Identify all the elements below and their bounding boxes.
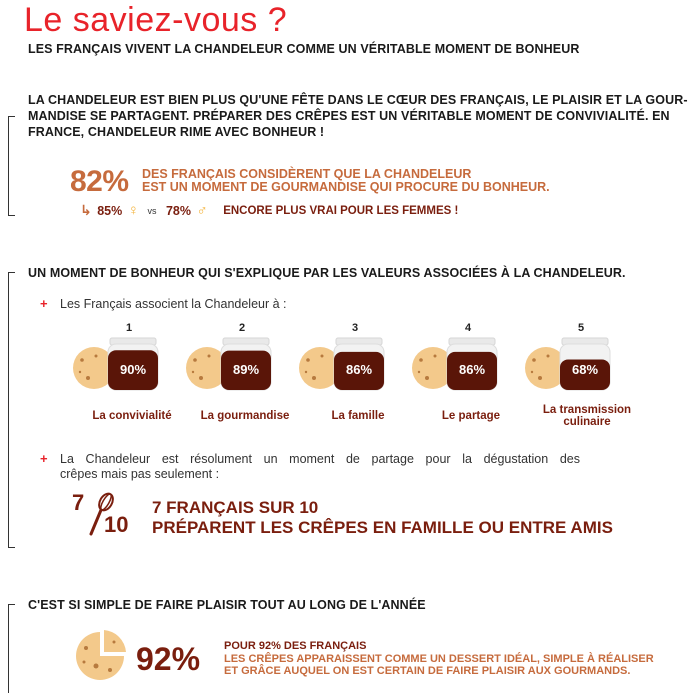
association-label: La gourmandise <box>200 410 290 422</box>
section3-heading: C'EST SI SIMPLE DE FAIRE PLAISIR TOUT AU LONG DE L'ANNÉE <box>28 598 426 612</box>
ratio-text-line1: 7 FRANÇAIS SUR 10 <box>152 498 319 517</box>
section2-heading: UN MOMENT DE BONHEUR QUI S'EXPLIQUE PAR LES VALEURS ASSOCIÉES À LA CHANDELEUR. <box>28 266 626 280</box>
association-item <box>72 322 182 432</box>
stat-92-line1: POUR 92% DES FRANÇAIS <box>224 640 367 652</box>
stat-92-text <box>224 653 654 677</box>
association-item <box>298 322 408 432</box>
association-value: 89% <box>232 362 260 377</box>
ratio-numerator: 7 <box>72 490 85 515</box>
page-subtitle: LES FRANÇAIS VIVENT LA CHANDELEUR COMME UN VÉRITABLE MOMENT DE BONHEUR <box>28 42 580 56</box>
association-value: 86% <box>458 362 486 377</box>
vs-label: vs <box>147 205 157 216</box>
female-icon: ♀ <box>127 202 139 219</box>
women-note: ENCORE PLUS VRAI POUR LES FEMMES ! <box>223 204 459 217</box>
section1-heading-line1: LA CHANDELEUR EST BIEN PLUS QU'UNE FÊTE DANS LE CŒUR DES FRANÇAIS, LE PLAISIR ET LA GOUR- <box>28 93 688 107</box>
women-value: 85% <box>97 203 123 218</box>
section2-bracket <box>8 272 9 548</box>
stat-92-line2: LES CRÊPES APPARAISSENT COMME UN DESSERT IDÉAL, SIMPLE À RÉALISER <box>224 653 654 665</box>
stat-92-value: 92% <box>136 641 201 677</box>
stat-82-text <box>142 168 550 194</box>
association-rank: 1 <box>125 322 133 334</box>
stat-92-line3: ET GRÂCE AUQUEL ON EST CERTAIN DE FAIRE PLAISIR AUX GOURMANDS. <box>224 665 631 677</box>
associations-intro: Les Français associent la Chandeleur à : <box>60 297 287 311</box>
stat-82-text-line2: EST UN MOMENT DE GOURMANDISE QUI PROCURE DU BONHEUR. <box>142 180 550 194</box>
association-label: La famille <box>331 410 385 422</box>
section3-bracket <box>8 604 9 693</box>
association-item <box>524 322 634 432</box>
association-item <box>185 322 295 432</box>
section1-heading <box>28 92 696 140</box>
ratio-text-line2: PRÉPARENT LES CRÊPES EN FAMILLE OU ENTRE AMIS <box>152 518 613 537</box>
arrow-icon: ↳ <box>80 202 92 218</box>
bullet-plus-2: + <box>40 451 48 466</box>
page-title: Le saviez-vous ? <box>24 1 288 39</box>
association-value: 68% <box>571 362 599 377</box>
association-rank: 3 <box>351 322 359 334</box>
section1-heading-line2: MANDISE SE PARTAGENT. PRÉPARER DES CRÊPES EST UN VÉRITABLE MOMENT DE CONVIVIALITÉ. EN <box>28 109 670 123</box>
stat-82-value: 82% <box>70 165 129 198</box>
ratio-text <box>152 498 613 538</box>
partage-text <box>60 452 580 482</box>
association-rank: 5 <box>577 322 585 334</box>
association-value: 86% <box>345 362 373 377</box>
ratio-denominator: 10 <box>104 512 129 537</box>
crepe-icon <box>72 628 128 684</box>
bullet-plus-1: + <box>40 296 48 311</box>
male-icon: ♂ <box>196 202 208 219</box>
section1-heading-line3: FRANCE, CHANDELEUR RIME AVEC BONHEUR ! <box>28 125 325 139</box>
men-value: 78% <box>165 203 191 218</box>
association-item <box>411 322 521 432</box>
association-label: La transmission culinaire <box>542 404 632 428</box>
association-rank: 2 <box>238 322 246 334</box>
association-label: La convivialité <box>92 410 172 422</box>
association-label: Le partage <box>441 410 501 422</box>
association-value: 90% <box>119 362 147 377</box>
association-rank: 4 <box>464 322 472 334</box>
women-men-comparison <box>80 202 458 219</box>
section1-bracket <box>8 116 9 216</box>
stat-82-text-line1: DES FRANÇAIS CONSIDÈRENT QUE LA CHANDELEUR <box>142 167 472 181</box>
partage-text-line1: La Chandeleur est résolument un moment de partage pour la dégustation des <box>60 452 580 466</box>
partage-text-line2: crêpes mais pas seulement : <box>60 467 220 481</box>
